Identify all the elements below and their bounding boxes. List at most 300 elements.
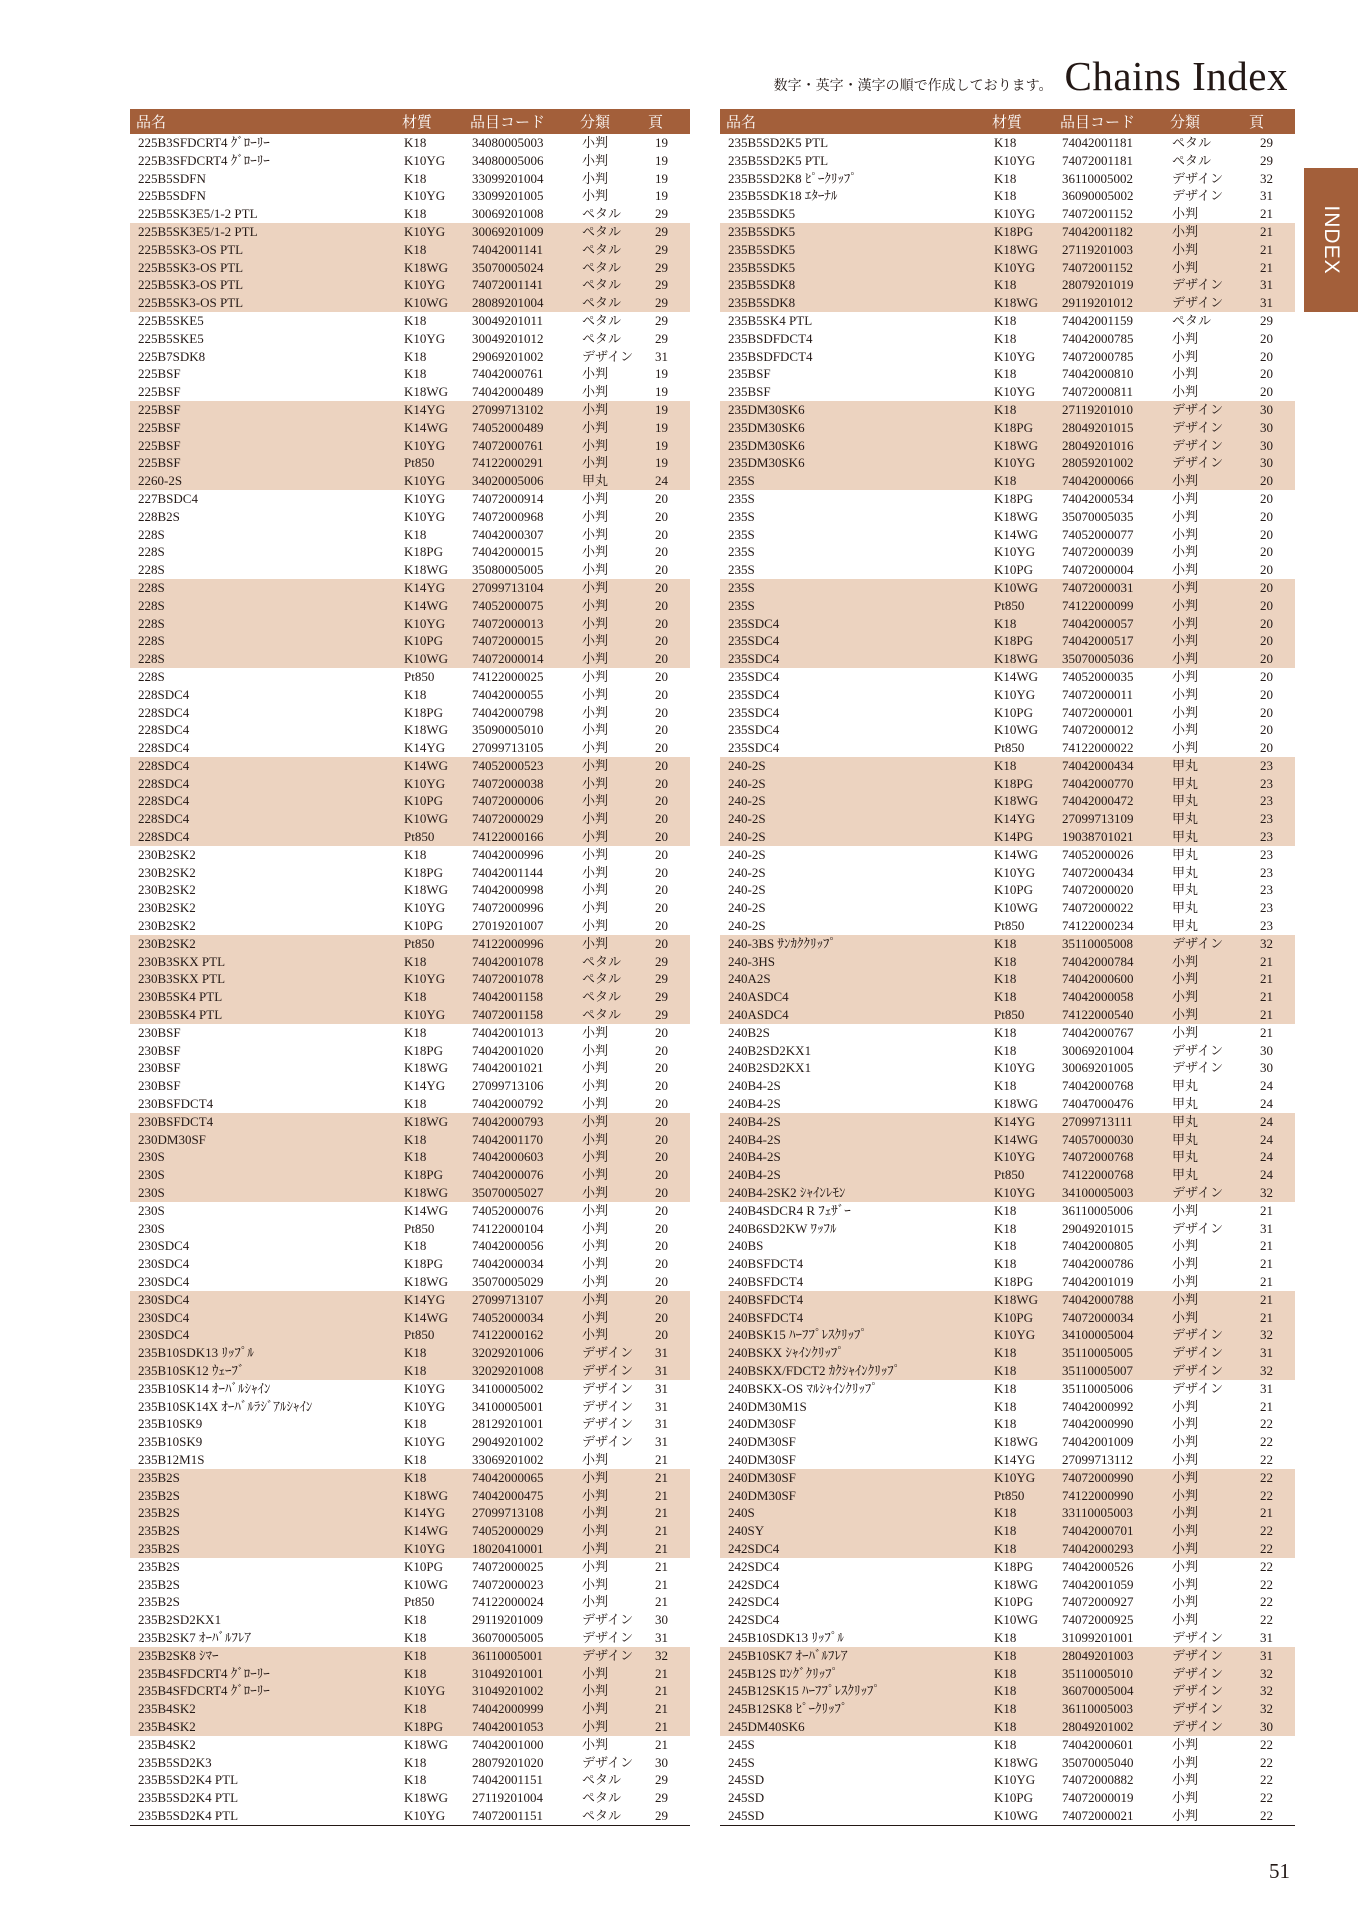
- cell-name: 235DM30SK6: [720, 437, 986, 455]
- cell-name: 228S: [138, 668, 165, 684]
- cell-code: 74042000798: [472, 704, 544, 720]
- cell-category: 小判: [582, 1238, 609, 1254]
- cell-category: 小判: [582, 526, 609, 542]
- col-header-name: 品名: [130, 109, 396, 134]
- cell-page: 29: [655, 330, 668, 346]
- cell-name: 235B5SK4 PTL: [728, 312, 813, 328]
- cell-code: 74052000035: [1062, 668, 1134, 684]
- cell-material: K18: [986, 1647, 1054, 1665]
- cell-page: 29: [1260, 135, 1273, 150]
- cell-code: 74122000166: [464, 828, 574, 846]
- cell-material: K18: [404, 348, 427, 364]
- cell-code: 74072000768: [1054, 1148, 1164, 1166]
- cell-material: Pt850: [986, 1006, 1054, 1024]
- table-row: [130, 348, 690, 366]
- cell-name: 240B2S: [728, 1024, 770, 1040]
- cell-name: 245S: [728, 1736, 755, 1752]
- cell-category: ペタル: [574, 276, 642, 294]
- table-row: [130, 205, 690, 223]
- cell-code: 74122000025: [472, 668, 544, 684]
- cell-page: 22: [1243, 1807, 1295, 1825]
- table-row: [130, 1433, 690, 1451]
- cell-name: 230B5SK4 PTL: [130, 988, 396, 1006]
- cell-code: 27119201003: [1054, 241, 1164, 259]
- table-row: [130, 1042, 690, 1060]
- cell-category: デザイン: [1172, 1042, 1224, 1058]
- cell-page: 31: [1260, 1629, 1273, 1645]
- cell-name: 245B10SDK13 ﾘｯﾌﾟﾙ: [728, 1629, 844, 1645]
- table-row: [130, 988, 690, 1006]
- cell-name: 240-2S: [728, 900, 766, 916]
- cell-category: 甲丸: [1172, 900, 1199, 916]
- cell-code: 74072000029: [464, 810, 574, 828]
- cell-code: 30069201008: [472, 206, 544, 222]
- cell-category: 甲丸: [1164, 775, 1243, 793]
- cell-page: 20: [655, 882, 668, 898]
- cell-name: 240DM30SF: [720, 1487, 986, 1505]
- cell-material: K14WG: [404, 1202, 449, 1218]
- table-row: [130, 1148, 690, 1166]
- table-row: [720, 1077, 1295, 1095]
- cell-category: デザイン: [1164, 437, 1243, 455]
- cell-category: 小判: [574, 1665, 642, 1683]
- table-row: [720, 205, 1295, 223]
- cell-category: 小判: [1172, 384, 1199, 400]
- table-row: [720, 1024, 1295, 1042]
- cell-code: 35110005008: [1054, 935, 1164, 953]
- cell-page: 21: [655, 1558, 668, 1574]
- cell-page: 20: [642, 615, 690, 633]
- cell-material: K14WG: [396, 419, 464, 437]
- cell-name: 245B12SK8 ﾋﾟｰｸﾘｯﾌﾟ: [720, 1700, 986, 1718]
- cell-name: 230B2SK2: [130, 935, 396, 953]
- cell-material: K14WG: [396, 1309, 464, 1327]
- cell-category: 小判: [582, 882, 609, 898]
- table-row: [720, 988, 1295, 1006]
- cell-category: デザイン: [574, 1647, 642, 1665]
- cell-code: 34080005003: [472, 135, 544, 150]
- cell-name: 235B5SDK18 ｴﾀｰﾅﾙ: [728, 188, 838, 204]
- cell-material: K10YG: [396, 775, 464, 793]
- cell-category: 小判: [582, 1736, 609, 1752]
- cell-material: K18: [986, 1362, 1054, 1380]
- cell-material: K10PG: [404, 918, 444, 934]
- cell-category: 小判: [1164, 223, 1243, 241]
- cell-material: K18WG: [404, 384, 449, 400]
- cell-code: 74122000024: [472, 1594, 544, 1610]
- cell-material: K18: [404, 170, 427, 186]
- cell-material: K14WG: [994, 526, 1039, 542]
- cell-page: 24: [1243, 1148, 1295, 1166]
- table-row: [720, 650, 1295, 668]
- cell-name: 240BSFDCT4: [728, 1256, 804, 1272]
- cell-code: 74072000004: [1062, 562, 1134, 578]
- cell-material: K10PG: [396, 792, 464, 810]
- cell-page: 31: [655, 1434, 668, 1450]
- cell-category: 甲丸: [1164, 1131, 1243, 1149]
- cell-category: 小判: [582, 188, 609, 204]
- cell-code: 74042000065: [464, 1469, 574, 1487]
- cell-material: K10YG: [994, 1772, 1036, 1788]
- cell-category: デザイン: [1164, 1326, 1243, 1344]
- cell-category: 小判: [1172, 1256, 1199, 1272]
- cell-page: 32: [642, 1647, 690, 1665]
- table-row: [130, 490, 690, 508]
- cell-name: 230B2SK2: [138, 846, 196, 862]
- cell-category: デザイン: [1172, 170, 1224, 186]
- cell-page: 21: [1243, 1006, 1295, 1024]
- cell-material: K18PG: [994, 1558, 1034, 1574]
- table-row: [720, 1665, 1295, 1683]
- cell-category: 小判: [574, 1148, 642, 1166]
- cell-name: 235BSDFDCT4: [728, 348, 813, 364]
- cell-code: 74122000291: [464, 454, 574, 472]
- table-row: [720, 1522, 1295, 1540]
- table-row: [720, 526, 1295, 544]
- cell-material: K10WG: [396, 294, 464, 312]
- cell-code: 74072000038: [464, 775, 574, 793]
- cell-category: 小判: [1172, 1451, 1199, 1467]
- cell-page: 32: [1243, 1184, 1295, 1202]
- cell-material: K10PG: [994, 1594, 1034, 1610]
- cell-material: K18: [986, 1665, 1054, 1683]
- cell-code: 74052000075: [464, 597, 574, 615]
- cell-material: K10YG: [986, 454, 1054, 472]
- cell-name: 230BSFDCT4: [138, 1096, 214, 1112]
- cell-name: 235S: [728, 508, 755, 524]
- cell-material: K18PG: [404, 1042, 444, 1058]
- cell-code: 29119201009: [472, 1612, 544, 1628]
- table-row: [130, 1736, 690, 1754]
- cell-name: 230B2SK2: [138, 882, 196, 898]
- table-row: [130, 241, 690, 259]
- cell-category: 小判: [582, 1274, 609, 1289]
- table-row: [720, 1469, 1295, 1487]
- cell-material: K18: [994, 1380, 1017, 1396]
- cell-page: 19: [655, 366, 668, 382]
- cell-page: 31: [655, 1416, 668, 1432]
- cell-name: 230S: [138, 1220, 165, 1236]
- cell-material: K14YG: [986, 1113, 1054, 1131]
- cell-name: 235BSF: [728, 384, 771, 400]
- cell-material: K18PG: [404, 1256, 444, 1272]
- cell-name: 240DM30SF: [728, 1416, 796, 1432]
- cell-category: ペタル: [574, 988, 642, 1006]
- cell-code: 28049201015: [1054, 419, 1164, 437]
- cell-category: 小判: [1172, 1238, 1199, 1254]
- cell-code: 28059201002: [1054, 454, 1164, 472]
- index-side-tab[interactable]: [1304, 168, 1358, 312]
- cell-name: 2260-2S: [130, 472, 396, 490]
- cell-code: 74042000434: [1054, 757, 1164, 775]
- cell-category: 小判: [1172, 562, 1199, 578]
- cell-category: ペタル: [574, 1006, 642, 1024]
- cell-code: 74042000534: [1062, 490, 1134, 506]
- cell-name: 235B4SFDCRT4 ｸﾞﾛｰﾘｰ: [130, 1665, 396, 1683]
- cell-name: 228S: [130, 650, 396, 668]
- cell-category: デザイン: [1172, 1060, 1224, 1076]
- table-row: [720, 792, 1295, 810]
- cell-name: 240B4SDCR4 R ﾌｪｻﾞｰ: [728, 1202, 851, 1218]
- cell-name: 235B4SK2: [130, 1700, 396, 1718]
- cell-name: 235SDC4: [728, 740, 780, 756]
- cell-name: 230SDC4: [138, 1238, 190, 1254]
- cell-name: 240-3BS ｻﾝｶｸｸﾘｯﾌﾟ: [720, 935, 986, 953]
- cell-page: 23: [1260, 900, 1273, 916]
- table-row: [130, 1451, 690, 1469]
- cell-material: K18: [986, 401, 1054, 419]
- cell-code: 74072001181: [1062, 152, 1134, 168]
- cell-code: 74042000788: [1054, 1291, 1164, 1309]
- table-row: [720, 134, 1295, 152]
- cell-code: 27099713104: [464, 579, 574, 597]
- cell-page: 22: [1243, 1522, 1295, 1540]
- cell-page: 22: [1260, 1736, 1273, 1752]
- cell-page: 20: [655, 1024, 668, 1040]
- cell-category: 小判: [1172, 1398, 1199, 1414]
- cell-category: 甲丸: [1172, 882, 1199, 898]
- cell-code: 74042000603: [464, 1148, 574, 1166]
- cell-material: K10YG: [404, 330, 446, 346]
- cell-page: 31: [655, 1380, 668, 1396]
- table-row: [130, 1771, 690, 1789]
- table-row: [720, 935, 1295, 953]
- cell-page: 31: [1260, 188, 1273, 204]
- cell-material: K18WG: [396, 1487, 464, 1505]
- cell-material: K18: [396, 1362, 464, 1380]
- cell-category: デザイン: [582, 1629, 634, 1645]
- cell-name: 230B5SK4 PTL: [130, 1006, 396, 1024]
- cell-material: K18: [404, 1024, 427, 1040]
- table-row: [720, 1771, 1295, 1789]
- cell-material: K18: [994, 135, 1017, 150]
- cell-material: K10YG: [994, 686, 1036, 702]
- table-row: [130, 721, 690, 739]
- table-row: [720, 864, 1295, 882]
- cell-code: 74072000785: [1062, 348, 1134, 364]
- cell-material: K14YG: [994, 1451, 1036, 1467]
- table-row: [720, 187, 1295, 205]
- table-row: [130, 757, 690, 775]
- cell-material: K10YG: [396, 615, 464, 633]
- cell-material: K10YG: [404, 152, 446, 168]
- cell-page: 24: [1260, 1096, 1273, 1112]
- cell-code: 74042000792: [472, 1096, 544, 1112]
- cell-name: 240B4-2S: [728, 1096, 781, 1112]
- table-row: [130, 1255, 690, 1273]
- cell-category: デザイン: [1172, 1380, 1224, 1396]
- cell-page: 20: [642, 632, 690, 650]
- cell-material: K10PG: [404, 1558, 444, 1574]
- cell-code: 27099713112: [1062, 1451, 1134, 1467]
- cell-category: 小判: [574, 597, 642, 615]
- cell-page: 20: [1260, 526, 1273, 542]
- table-row: [130, 1629, 690, 1647]
- table-row: [130, 187, 690, 205]
- cell-material: K18WG: [986, 1291, 1054, 1309]
- cell-name: 228SDC4: [138, 704, 190, 720]
- table-row: [130, 1291, 690, 1309]
- table-row: [720, 1647, 1295, 1665]
- cell-category: 小判: [1164, 1291, 1243, 1309]
- cell-page: 30: [1243, 1718, 1295, 1736]
- cell-name: 225B5SK3-OS PTL: [130, 294, 396, 312]
- table-row: [720, 1202, 1295, 1220]
- cell-page: 21: [642, 1469, 690, 1487]
- cell-code: 74057000030: [1054, 1131, 1164, 1149]
- cell-name: 235DM30SK6: [720, 454, 986, 472]
- cell-page: 20: [655, 740, 668, 756]
- cell-page: 20: [642, 828, 690, 846]
- cell-category: 小判: [582, 864, 609, 880]
- cell-category: デザイン: [1164, 935, 1243, 953]
- table-row: [130, 1095, 690, 1113]
- cell-category: 小判: [582, 1202, 609, 1218]
- cell-name: 225BSF: [130, 437, 396, 455]
- cell-name: 235B5SDK8: [720, 294, 986, 312]
- cell-material: K18: [396, 1131, 464, 1149]
- cell-name: 225B5SKE5: [138, 312, 204, 328]
- table-row: [130, 170, 690, 188]
- cell-category: 小判: [574, 650, 642, 668]
- cell-code: 34100005002: [472, 1380, 544, 1396]
- cell-code: 74042000475: [464, 1487, 574, 1505]
- cell-material: K10YG: [994, 1060, 1036, 1076]
- cell-material: K14YG: [404, 740, 446, 756]
- cell-page: 20: [655, 1256, 668, 1272]
- cell-category: デザイン: [582, 1380, 634, 1396]
- cell-category: 小判: [574, 454, 642, 472]
- cell-name: 235B10SDK13 ﾘｯﾌﾟﾙ: [130, 1344, 396, 1362]
- cell-code: 74042001053: [464, 1718, 574, 1736]
- cell-code: 35110005007: [1054, 1362, 1164, 1380]
- table-row: [130, 899, 690, 917]
- cell-name: 230B3SKX PTL: [130, 970, 396, 988]
- cell-category: デザイン: [574, 1362, 642, 1380]
- cell-category: ペタル: [582, 312, 622, 328]
- cell-code: 74042001144: [472, 864, 544, 880]
- cell-category: 小判: [574, 1682, 642, 1700]
- cell-category: 小判: [582, 170, 609, 186]
- cell-page: 29: [642, 223, 690, 241]
- cell-name: 235B5SD2K5 PTL: [728, 152, 829, 168]
- table-row: [720, 632, 1295, 650]
- cell-page: 22: [1260, 1594, 1273, 1610]
- cell-material: K10YG: [404, 1398, 446, 1414]
- table-row: [720, 401, 1295, 419]
- cell-code: 19038701021: [1054, 828, 1164, 846]
- cell-category: デザイン: [1164, 1184, 1243, 1202]
- cell-material: K10YG: [396, 1807, 464, 1825]
- cell-material: K18WG: [994, 1754, 1039, 1770]
- cell-category: デザイン: [1164, 1362, 1243, 1380]
- cell-name: 240-3HS: [720, 953, 986, 971]
- table-row: [130, 401, 690, 419]
- cell-page: 32: [1243, 1700, 1295, 1718]
- table-row: [720, 686, 1295, 704]
- cell-page: 20: [655, 1274, 668, 1289]
- cell-page: 29: [642, 259, 690, 277]
- cell-page: 24: [1243, 1131, 1295, 1149]
- cell-name: 230SDC4: [138, 1274, 190, 1289]
- index-side-tab-label: INDEX: [1320, 205, 1343, 275]
- cell-material: K18: [404, 1754, 427, 1770]
- cell-page: 19: [642, 419, 690, 437]
- cell-code: 36110005001: [464, 1647, 574, 1665]
- cell-category: 小判: [1172, 206, 1199, 222]
- cell-page: 23: [1243, 810, 1295, 828]
- cell-category: デザイン: [1164, 1700, 1243, 1718]
- cell-category: 小判: [582, 1451, 609, 1467]
- table-row: [130, 134, 690, 152]
- cell-name: 245B10SK7 ｵｰﾊﾞﾙﾌﾚｱ: [720, 1647, 986, 1665]
- cell-name: 230SDC4: [138, 1256, 190, 1272]
- table-row: [720, 704, 1295, 722]
- cell-name: 228SDC4: [130, 828, 396, 846]
- cell-code: 36070005005: [472, 1629, 544, 1645]
- cell-name: 235SDC4: [720, 615, 986, 633]
- cell-name: 245S: [728, 1754, 755, 1770]
- cell-name: 240ASDC4: [720, 988, 986, 1006]
- cell-category: 小判: [574, 1309, 642, 1327]
- table-row: [720, 953, 1295, 971]
- cell-page: 20: [655, 1042, 668, 1058]
- cell-code: 34100005001: [472, 1398, 544, 1414]
- cell-code: 34080005006: [472, 152, 544, 168]
- cell-page: 22: [1260, 1576, 1273, 1592]
- cell-material: K18: [396, 988, 464, 1006]
- cell-name: 235B10SK9: [138, 1416, 203, 1432]
- cell-category: ペタル: [574, 970, 642, 988]
- cell-page: 20: [642, 935, 690, 953]
- cell-category: ペタル: [574, 1807, 642, 1825]
- cell-code: 74072000761: [464, 437, 574, 455]
- cell-code: 74072000012: [1062, 722, 1134, 738]
- cell-category: 甲丸: [1164, 810, 1243, 828]
- cell-category: 小判: [1172, 1558, 1199, 1574]
- cell-category: 甲丸: [1164, 1166, 1243, 1184]
- cell-name: 245SD: [728, 1790, 765, 1806]
- cell-category: デザイン: [1164, 1665, 1243, 1683]
- cell-material: K18: [994, 1629, 1017, 1645]
- cell-name: 235B4SK2: [130, 1718, 396, 1736]
- cell-category: 小判: [574, 632, 642, 650]
- table-row: [720, 490, 1295, 508]
- cell-code: 36110005006: [1062, 1202, 1134, 1218]
- cell-code: 74052000077: [1062, 526, 1134, 542]
- table-row: [720, 1718, 1295, 1736]
- cell-category: 小判: [1172, 1416, 1199, 1432]
- cell-page: 20: [642, 1166, 690, 1184]
- cell-material: K18PG: [986, 223, 1054, 241]
- cell-category: 小判: [1164, 1469, 1243, 1487]
- cell-code: 35070005024: [464, 259, 574, 277]
- cell-category: 小判: [582, 686, 609, 702]
- table-row: [130, 1006, 690, 1024]
- table-row: [130, 864, 690, 882]
- cell-code: 74042001059: [1062, 1576, 1134, 1592]
- cell-category: 小判: [582, 668, 609, 684]
- cell-category: 小判: [582, 1042, 609, 1058]
- cell-material: K18PG: [986, 419, 1054, 437]
- cell-material: K10WG: [986, 579, 1054, 597]
- cell-material: K18: [404, 135, 427, 150]
- table-row: [130, 1131, 690, 1149]
- cell-code: 74042001021: [472, 1060, 544, 1076]
- cell-material: Pt850: [986, 1166, 1054, 1184]
- table-row: [720, 1629, 1295, 1647]
- cell-material: K10YG: [396, 1682, 464, 1700]
